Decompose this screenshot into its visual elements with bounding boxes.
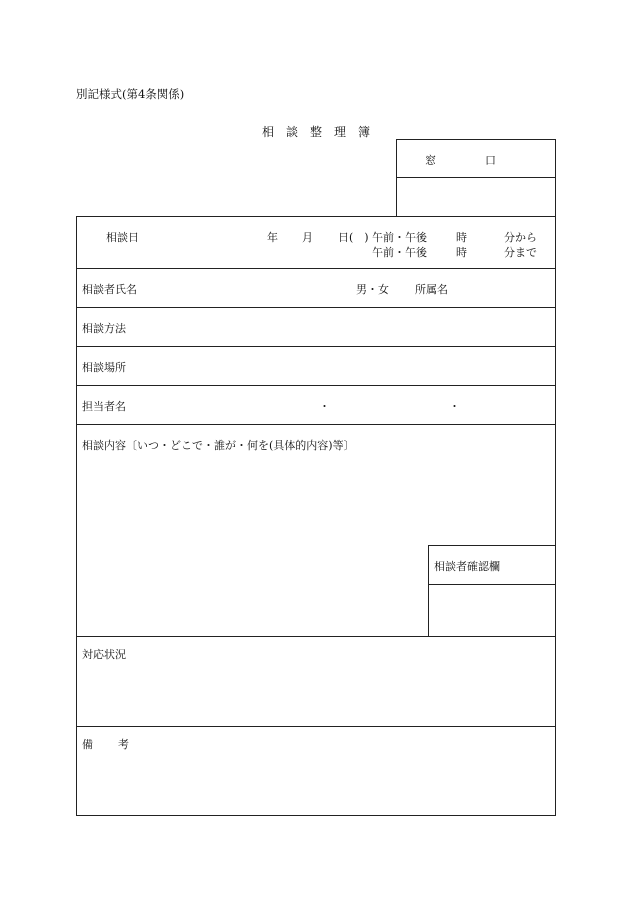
confirm-label: 相談者確認欄 — [434, 560, 500, 573]
consult-from-ampm: 午前・午後 — [372, 231, 427, 244]
remarks-label-a: 備 — [82, 738, 93, 751]
page-title: 相 談 整 理 簿 — [262, 125, 371, 139]
consult-to-hour: 時 — [456, 246, 467, 259]
response-label: 対応状況 — [82, 648, 126, 661]
consult-date-month: 月 — [302, 231, 313, 244]
row-divider — [76, 636, 556, 637]
staff-label: 担当者名 — [82, 400, 126, 413]
content-label: 相談内容〔いつ・どこで・誰が・何を(具体的内容)等〕 — [82, 439, 355, 452]
staff-separator: ・ — [449, 400, 460, 413]
confirm-box-divider — [428, 584, 556, 585]
row-divider — [76, 424, 556, 425]
consult-date-year: 年 — [267, 231, 278, 244]
remarks-label-b: 考 — [118, 738, 129, 751]
consultant-name-label: 相談者氏名 — [82, 283, 137, 296]
window-field[interactable] — [397, 178, 555, 216]
window-label-right: 口 — [485, 154, 496, 167]
place-label: 相談場所 — [82, 361, 126, 374]
confirm-box-left — [428, 545, 429, 636]
consult-to-ampm: 午前・午後 — [372, 246, 427, 259]
confirm-box-top — [428, 545, 556, 546]
consult-date-day: 日( ) — [338, 231, 369, 244]
window-label-left: 窓 — [425, 154, 436, 167]
method-label: 相談方法 — [82, 322, 126, 335]
consult-from-min: 分から — [504, 231, 537, 244]
row-divider — [76, 346, 556, 347]
row-divider — [76, 726, 556, 727]
form-reference: 別記様式(第4条関係) — [76, 87, 185, 101]
row-divider — [76, 268, 556, 269]
row-divider — [76, 385, 556, 386]
consult-date-label: 相談日 — [106, 231, 139, 244]
consultant-gender: 男・女 — [356, 283, 389, 296]
consult-from-hour: 時 — [456, 231, 467, 244]
staff-separator: ・ — [319, 400, 330, 413]
row-divider — [76, 307, 556, 308]
consultant-affiliation: 所属名 — [415, 283, 448, 296]
consult-to-min: 分まで — [504, 246, 537, 259]
